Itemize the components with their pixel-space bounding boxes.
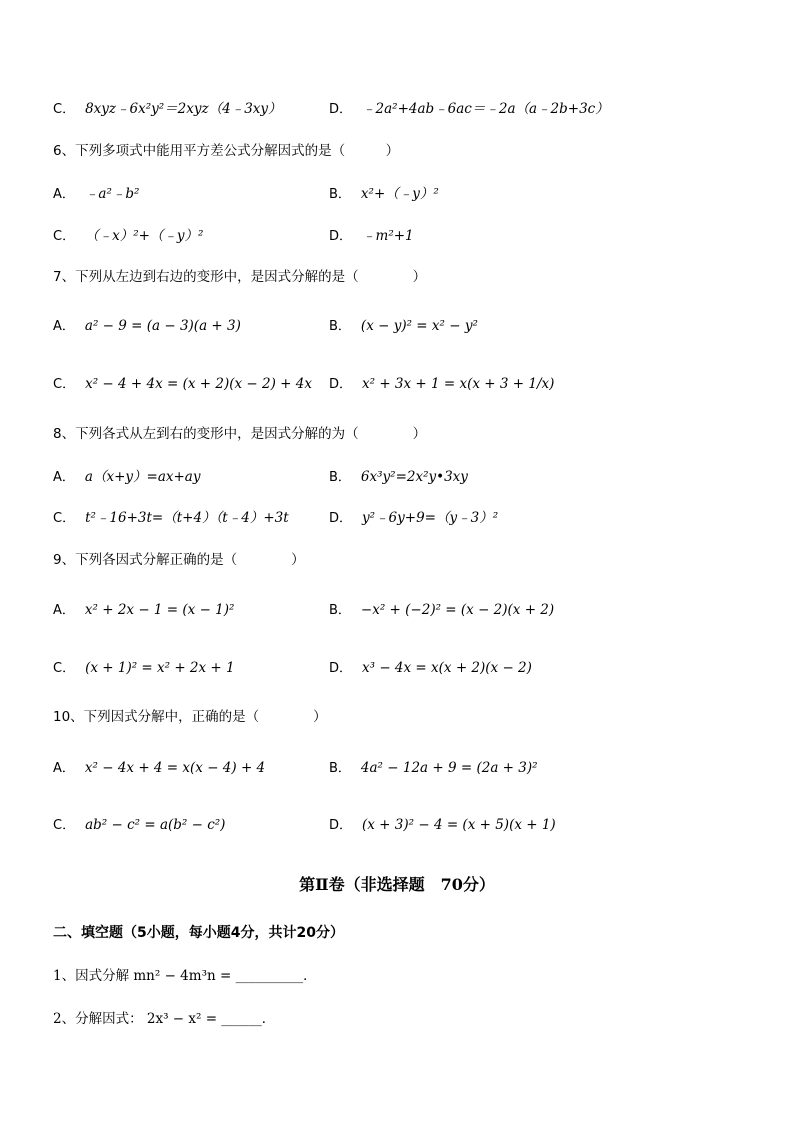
- option-text: (x − y)² = x² − y²: [360, 318, 478, 334]
- q10-option-b: [329, 758, 538, 779]
- option-text: (x + 3)² − 4 = (x + 5)(x + 1): [362, 817, 556, 833]
- option-label: C．: [53, 229, 76, 244]
- q6-stem: 6、下列多项式中能用平方差公式分解因式的是（ ）: [53, 143, 400, 159]
- option-text: (x + 1)² = x² + 2x + 1: [85, 660, 235, 676]
- option-label: C．: [53, 661, 76, 676]
- option-text: x² − 4x + 4 = x(x − 4) + 4: [84, 760, 266, 776]
- option-text: x²+（﹣y）²: [360, 186, 439, 202]
- q6-option-a: [53, 184, 139, 205]
- q7-option-d: [329, 374, 554, 395]
- option-text: y²﹣6y+9=（y﹣3）²: [362, 510, 499, 526]
- q7-option-b: [329, 316, 478, 337]
- option-label: C．: [53, 102, 76, 117]
- q8-option-a: [53, 467, 200, 488]
- option-label: B．: [329, 319, 351, 334]
- q9-option-b: [329, 600, 554, 621]
- q8-option-d: [329, 508, 498, 529]
- q9-option-a: [53, 600, 234, 621]
- option-text: ﹣a²﹣b²: [84, 186, 140, 202]
- option-label: B．: [329, 603, 351, 618]
- option-label: C．: [53, 377, 76, 392]
- option-text: x³ − 4x = x(x + 2)(x − 2): [362, 660, 532, 676]
- option-text: 4a² − 12a + 9 = (2a + 3)²: [360, 760, 538, 776]
- option-label: C．: [53, 511, 76, 526]
- option-label: D．: [329, 511, 353, 526]
- q5-option-c: [53, 99, 282, 120]
- option-text: t²﹣16+3t=（t+4）（t﹣4）+3t: [85, 510, 289, 526]
- option-text: x² − 4 + 4x = (x + 2)(x − 2) + 4x: [85, 376, 312, 392]
- option-text: −x² + (−2)² = (x − 2)(x + 2): [360, 602, 555, 618]
- q7-option-a: [53, 316, 241, 337]
- option-text: ﹣m²+1: [362, 228, 414, 244]
- q9-option-c: [53, 658, 235, 679]
- option-label: A．: [53, 470, 75, 485]
- q9-option-d: [329, 658, 532, 679]
- fill-question-1: 1、因式分解 mn² − 4m³n = __________．: [53, 968, 317, 984]
- fill-question-2: 2、分解因式： 2x³ − x² = ______．: [53, 1011, 276, 1027]
- option-label: A．: [53, 319, 75, 334]
- option-label: D．: [329, 818, 353, 833]
- q9-stem: 9、下列各因式分解正确的是（ ）: [53, 552, 305, 568]
- part-title: 第Ⅱ卷（非选择题 70分）: [299, 875, 495, 894]
- option-text: ﹣2a²+4ab﹣6ac＝﹣2a（a﹣2b+3c）: [362, 101, 609, 117]
- option-label: C．: [53, 818, 76, 833]
- q10-stem: 10、下列因式分解中，正确的是（ ）: [53, 709, 327, 725]
- option-label: B．: [329, 187, 351, 202]
- q8-option-c: [53, 508, 289, 529]
- option-label: A．: [53, 187, 75, 202]
- option-label: B．: [329, 470, 351, 485]
- q8-stem: 8、下列各式从左到右的变形中，是因式分解的为（ ）: [53, 426, 427, 442]
- q10-option-d: [329, 815, 556, 836]
- option-label: D．: [329, 102, 353, 117]
- q6-option-d: [329, 226, 414, 247]
- option-text: a² − 9 = (a − 3)(a + 3): [84, 318, 241, 334]
- q7-option-c: [53, 374, 312, 395]
- option-label: B．: [329, 761, 351, 776]
- q10-option-c: [53, 815, 225, 836]
- option-text: x² + 3x + 1 = x(x + 3 + 1/x): [362, 376, 555, 392]
- q5-option-d: [329, 99, 609, 120]
- option-text: （﹣x）²+（﹣y）²: [85, 228, 204, 244]
- q10-option-a: [53, 758, 265, 779]
- option-text: x² + 2x − 1 = (x − 1)²: [84, 602, 235, 618]
- option-label: D．: [329, 229, 353, 244]
- option-text: a（x+y）=ax+ay: [84, 469, 201, 485]
- option-label: A．: [53, 761, 75, 776]
- option-label: D．: [329, 377, 353, 392]
- option-label: D．: [329, 661, 353, 676]
- option-text: ab² − c² = a(b² − c²): [85, 817, 226, 833]
- q8-option-b: [329, 467, 468, 488]
- section-heading: 二、填空题（5小题，每小题4分，共计20分）: [53, 925, 344, 941]
- option-label: A．: [53, 603, 75, 618]
- q6-option-b: [329, 184, 439, 205]
- q6-option-c: [53, 226, 203, 247]
- option-text: 8xyz﹣6x²y²＝2xyz（4﹣3xy）: [85, 101, 282, 117]
- option-text: 6x³y²=2x²y•3xy: [360, 469, 468, 485]
- q7-stem: 7、下列从左边到右边的变形中，是因式分解的是（ ）: [53, 269, 427, 285]
